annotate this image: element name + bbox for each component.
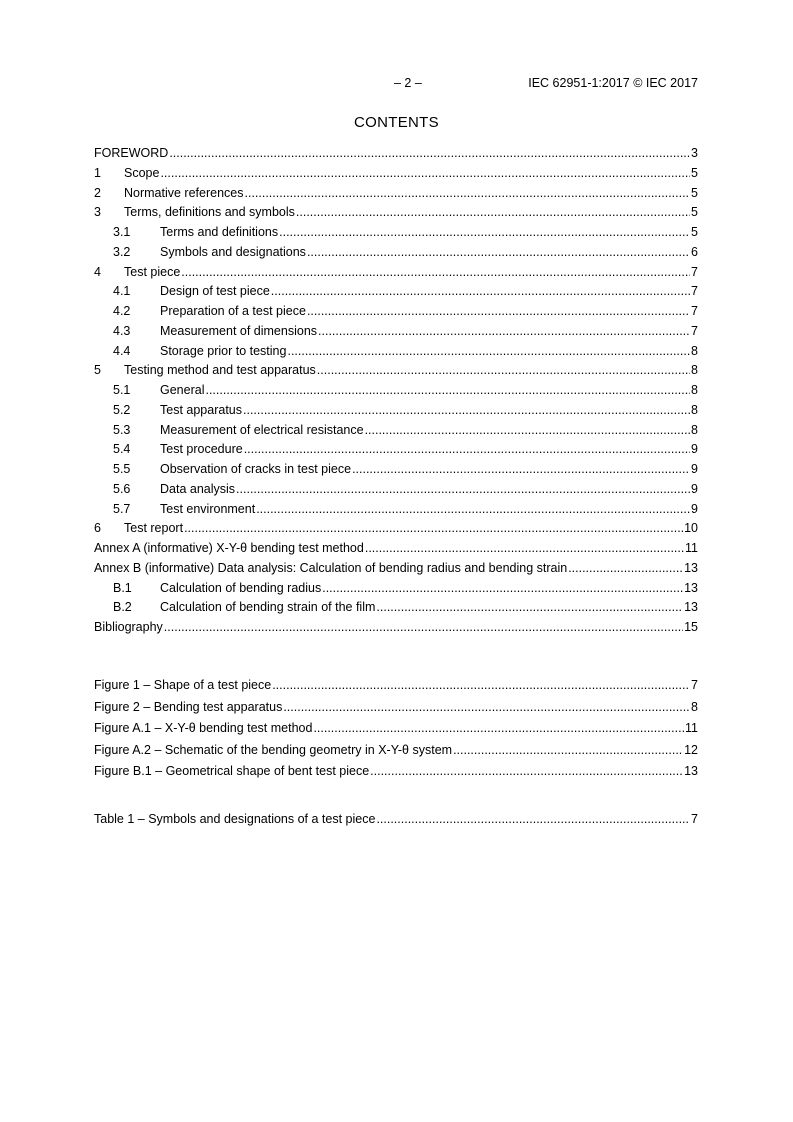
toc-entry[interactable]: [94, 481, 698, 501]
toc-entry[interactable]: [94, 540, 698, 560]
toc-entry[interactable]: [94, 244, 698, 264]
entry-number: 5.5: [113, 462, 131, 476]
entry-page-number: 9: [691, 481, 698, 496]
entry-number: 5: [94, 363, 101, 378]
dot-leader: [365, 422, 690, 438]
entry-title: Figure B.1 – Geometrical shape of bent test piece: [94, 764, 370, 778]
toc-entry[interactable]: [94, 343, 698, 363]
entry-number: 5.7: [113, 501, 131, 516]
entry-title: FOREWORD: [94, 146, 169, 160]
entry-page-number: 6: [691, 244, 698, 259]
entry-title: Observation of cracks in test piece: [160, 462, 352, 476]
entry-title: Terms and definitions: [160, 225, 279, 239]
entry-title: Figure A.1 – X-Y-θ bending test method: [94, 721, 313, 735]
entry-title: Figure 2 – Bending test apparatus: [94, 699, 283, 714]
entry-title: Test report: [124, 521, 184, 536]
entry-number: 4.3: [113, 323, 131, 338]
entry-page-number: 7: [691, 304, 698, 318]
toc-entry[interactable]: [94, 283, 698, 303]
dot-leader: [365, 540, 684, 556]
toc-entry[interactable]: [94, 145, 698, 165]
entry-title: Scope: [124, 165, 160, 180]
entry-number: 4.4: [113, 343, 131, 358]
figure-entry[interactable]: [94, 699, 698, 721]
entry-title: Design of test piece: [160, 284, 270, 299]
entry-page-number: 8: [691, 402, 698, 417]
toc-entry[interactable]: [94, 461, 698, 481]
dot-leader: [244, 441, 690, 457]
entry-page-number: 12: [684, 742, 698, 757]
entry-title: Measurement of dimensions: [160, 323, 318, 338]
entry-title: Annex B (informative) Data analysis: Calculation of bending radius and bending strain: [94, 560, 568, 575]
toc-entry[interactable]: [94, 224, 698, 244]
figure-entry[interactable]: [94, 720, 698, 742]
dot-leader: [307, 303, 690, 319]
entry-number: B.2: [113, 600, 132, 615]
dot-leader: [322, 580, 683, 596]
entry-number: 5.3: [113, 422, 131, 437]
entry-page-number: 7: [691, 323, 698, 338]
entry-page-number: 9: [691, 462, 698, 476]
entry-number: 5.6: [113, 481, 131, 496]
table-of-contents: [94, 145, 698, 639]
entry-title: Test procedure: [160, 442, 243, 457]
entry-title: Test piece: [124, 264, 181, 279]
entry-title: Bibliography: [94, 620, 163, 634]
dot-leader: [160, 165, 690, 181]
entry-page-number: 11: [685, 541, 698, 555]
entry-title: Normative references: [124, 185, 244, 200]
dot-leader: [318, 323, 690, 339]
entry-title: Symbols and designations: [160, 244, 306, 259]
toc-entry[interactable]: [94, 362, 698, 382]
entry-number: 5.2: [113, 402, 131, 417]
entry-title: Test apparatus: [160, 402, 242, 417]
toc-entry[interactable]: [94, 402, 698, 422]
toc-entry[interactable]: [94, 619, 698, 639]
entry-page-number: 5: [691, 185, 698, 200]
entry-title: Figure A.2 – Schematic of the bending geometry in X-Y-θ system: [94, 742, 453, 757]
entry-title: Data analysis: [160, 481, 236, 496]
toc-entry[interactable]: [94, 185, 698, 205]
entry-page-number: 5: [691, 165, 698, 180]
dot-leader: [243, 402, 690, 418]
dot-leader: [245, 185, 691, 201]
toc-entry[interactable]: [94, 422, 698, 442]
entry-number: 3: [94, 205, 101, 220]
entry-number: 4.2: [113, 304, 131, 318]
entry-title: Test environment: [160, 501, 256, 516]
dot-leader: [453, 742, 683, 758]
entry-number: 5.1: [113, 383, 131, 397]
entry-page-number: 7: [691, 812, 698, 826]
toc-entry[interactable]: [94, 382, 698, 402]
dot-leader: [279, 224, 690, 240]
dot-leader: [352, 461, 690, 477]
page-title: CONTENTS: [354, 114, 439, 131]
entry-title: Measurement of electrical resistance: [160, 422, 364, 437]
entry-page-number: 8: [691, 363, 698, 378]
dot-leader: [296, 204, 690, 220]
dot-leader: [568, 560, 683, 576]
toc-entry[interactable]: [94, 264, 698, 284]
page-header: [94, 76, 698, 92]
standard-reference: IEC 62951-1:2017 © IEC 2017: [528, 76, 698, 90]
entry-page-number: 15: [684, 620, 698, 634]
entry-title: Preparation of a test piece: [160, 304, 306, 318]
entry-number: 1: [94, 165, 101, 180]
entry-page-number: 5: [691, 205, 698, 220]
figure-entry[interactable]: [94, 763, 698, 785]
entry-page-number: 8: [691, 422, 698, 437]
entry-page-number: 8: [691, 699, 698, 714]
list-of-tables: [94, 811, 698, 833]
entry-number: 3.2: [113, 244, 131, 259]
entry-title: Terms, definitions and symbols: [124, 205, 295, 220]
toc-entry[interactable]: [94, 323, 698, 343]
entry-page-number: 7: [691, 284, 698, 299]
entry-page-number: 13: [684, 764, 698, 778]
entry-page-number: 9: [691, 442, 698, 457]
entry-page-number: 10: [684, 521, 698, 536]
entry-page-number: 3: [691, 146, 698, 160]
entry-title: Annex A (informative) X-Y-θ bending test method: [94, 541, 364, 555]
toc-entry[interactable]: [94, 303, 698, 323]
dot-leader: [313, 720, 684, 736]
entry-title: General: [160, 383, 205, 397]
entry-page-number: 7: [691, 678, 698, 692]
entry-title: Table 1 – Symbols and designations of a test piece: [94, 812, 376, 826]
entry-page-number: 13: [684, 600, 698, 615]
entry-title: Storage prior to testing: [160, 343, 287, 358]
entry-number: B.1: [113, 580, 132, 595]
toc-entry[interactable]: [94, 501, 698, 521]
dot-leader: [317, 362, 690, 378]
entry-number: 2: [94, 185, 101, 200]
entry-title: Figure 1 – Shape of a test piece: [94, 678, 272, 692]
dot-leader: [376, 811, 690, 827]
entry-number: 5.4: [113, 442, 131, 457]
toc-entry[interactable]: [94, 204, 698, 224]
dot-leader: [169, 145, 690, 161]
entry-page-number: 11: [685, 721, 698, 735]
toc-entry[interactable]: [94, 520, 698, 540]
toc-entry[interactable]: [94, 599, 698, 619]
dot-leader: [376, 599, 683, 615]
dot-leader: [287, 343, 690, 359]
entry-title: Calculation of bending strain of the film: [160, 600, 376, 615]
entry-number: 4.1: [113, 284, 131, 299]
entry-page-number: 7: [691, 264, 698, 279]
dot-leader: [271, 283, 690, 299]
figure-entry[interactable]: [94, 677, 698, 699]
dot-leader: [181, 264, 690, 280]
dot-leader: [307, 244, 690, 260]
entry-number: 4: [94, 264, 101, 279]
toc-entry[interactable]: [94, 441, 698, 461]
entry-title: Calculation of bending radius: [160, 580, 322, 595]
dot-leader: [164, 619, 683, 635]
entry-page-number: 5: [691, 225, 698, 239]
table-entry[interactable]: [94, 811, 698, 833]
entry-number: 6: [94, 521, 101, 536]
dot-leader: [283, 699, 690, 715]
entry-page-number: 8: [691, 383, 698, 397]
toc-entry[interactable]: [94, 165, 698, 185]
dot-leader: [256, 501, 690, 517]
entry-page-number: 9: [691, 501, 698, 516]
toc-entry[interactable]: [94, 560, 698, 580]
figure-entry[interactable]: [94, 742, 698, 764]
entry-number: 3.1: [113, 225, 131, 239]
dot-leader: [236, 481, 690, 497]
entry-page-number: 13: [684, 580, 698, 595]
dot-leader: [184, 520, 683, 536]
dot-leader: [370, 763, 683, 779]
list-of-figures: [94, 677, 698, 785]
page-number: – 2 –: [394, 76, 422, 90]
entry-page-number: 13: [684, 560, 698, 575]
toc-entry[interactable]: [94, 580, 698, 600]
dot-leader: [272, 677, 690, 693]
dot-leader: [205, 382, 690, 398]
entry-title: Testing method and test apparatus: [124, 363, 316, 378]
entry-page-number: 8: [691, 343, 698, 358]
